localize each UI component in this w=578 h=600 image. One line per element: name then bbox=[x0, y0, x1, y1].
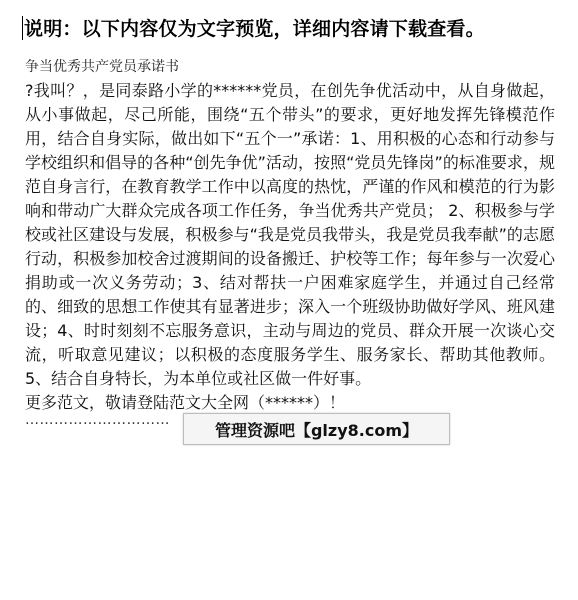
footer-link-text: 更多范文，敬请登陆范文大全网（******）！ bbox=[25, 393, 346, 412]
document-title: 争当优秀共产党员承诺书 bbox=[25, 59, 179, 75]
preview-notice: 说明：以下内容仅为文字预览，详细内容请下载查看。 bbox=[24, 18, 485, 40]
document-content bbox=[25, 55, 555, 427]
document-body bbox=[25, 79, 555, 391]
text-cursor bbox=[22, 16, 23, 40]
dotted-separator: ………………………… bbox=[25, 412, 170, 428]
body-paragraph: ?我叫？，是同泰路小学的******党员，在创先争优活动中，从自身做起，从小事做起，尽己所能，围绕“五个带头”的要求，更好地发挥先锋模范作用，结合自身实际，做出如下“五个一”承诺：1、用积极的心态和行动参与学校组织和倡导的各种“创先争优”活动，按照“党员先锋岗”的标准要求，规范自身言行，在教育教学工作中以高度的热忱，严谨的作风和模范的行为影响和带动广大群众完成各项工作任务，争当优秀共产党员； 2、积极参与学校或社区建设与发展，积极参与“我是党员我带头，我是党员我奉献”的志愿行动，积极参加校舍过渡期间的设备搬迁、护校等工作；每年参与一次爱心捐助或一次义务劳动；3、结对帮扶一户困难家庭学生，并通过自己经常的、细致的思想工作使其有显著进步；深入一个班级协助做好学风、班风建设；4、时时刻刻不忘服务意识，主动与周边的党员、群众开展一次谈心交流，听取意见建议；以积极的态度服务学生、服务家长、帮助其他教师。5、结合自身特长，为本单位或社区做一件好事。 bbox=[25, 81, 555, 388]
site-watermark: 管理资源吧【glzy8.com】 bbox=[183, 413, 450, 445]
